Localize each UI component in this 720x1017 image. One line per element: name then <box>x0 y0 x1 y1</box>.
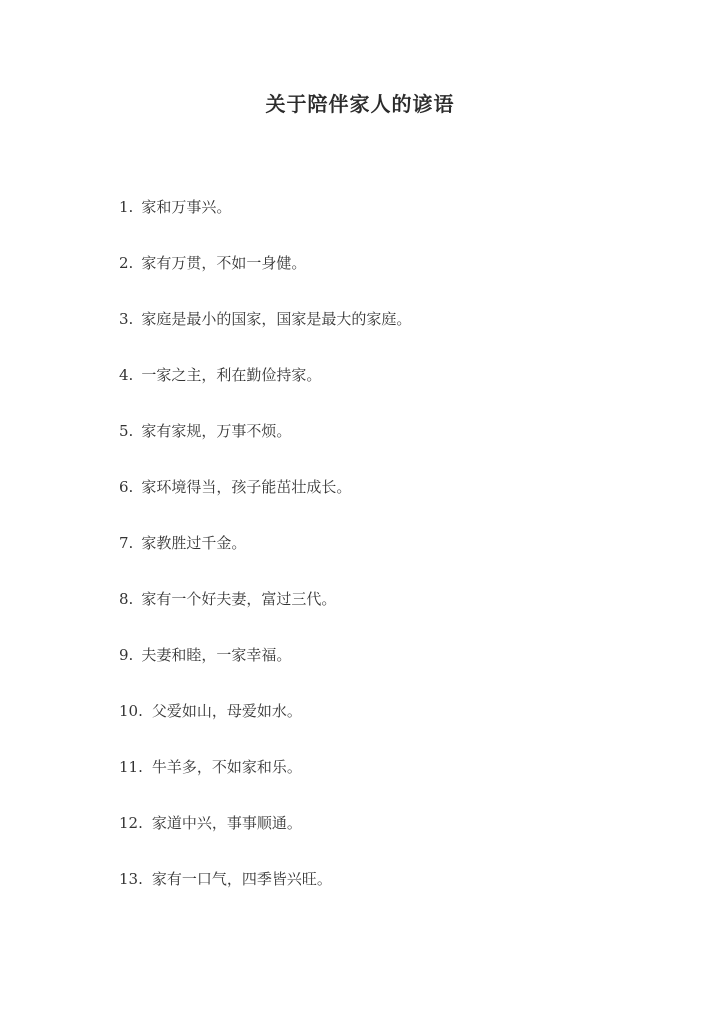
item-text: 牛羊多，不如家和乐。 <box>151 758 302 776</box>
item-text: 家环境得当，孩子能茁壮成长。 <box>141 478 352 496</box>
list-item <box>119 253 679 309</box>
list-item <box>119 309 679 365</box>
item-text: 家有一个好夫妻，富过三代。 <box>141 590 337 608</box>
page-title: 关于陪伴家人的谚语 <box>265 92 455 116</box>
item-number: 7. <box>119 534 134 552</box>
list-item <box>119 813 679 869</box>
item-number: 2. <box>119 254 134 272</box>
list-item <box>119 421 679 477</box>
item-text: 父爱如山，母爱如水。 <box>151 702 302 720</box>
list-item <box>119 197 679 253</box>
item-text: 家有家规，万事不烦。 <box>141 422 292 440</box>
item-text: 家道中兴，事事顺通。 <box>151 814 302 832</box>
item-text: 家和万事兴。 <box>141 198 232 216</box>
item-number: 4. <box>119 366 134 384</box>
proverb-list <box>119 197 679 925</box>
item-number: 6. <box>119 478 134 496</box>
item-number: 10. <box>119 702 143 720</box>
item-text: 夫妻和睦，一家幸福。 <box>141 646 292 664</box>
list-item <box>119 477 679 533</box>
item-number: 5. <box>119 422 134 440</box>
item-number: 13. <box>119 870 143 888</box>
list-item <box>119 701 679 757</box>
item-number: 11. <box>119 758 143 776</box>
list-item <box>119 589 679 645</box>
item-text: 家教胜过千金。 <box>141 534 247 552</box>
item-text: 家有一口气，四季皆兴旺。 <box>151 870 332 888</box>
item-number: 12. <box>119 814 143 832</box>
item-number: 9. <box>119 646 134 664</box>
list-item <box>119 365 679 421</box>
item-number: 1. <box>119 198 134 216</box>
list-item <box>119 533 679 589</box>
item-text: 家庭是最小的国家，国家是最大的家庭。 <box>141 310 412 328</box>
item-text: 一家之主，利在勤俭持家。 <box>141 366 322 384</box>
item-number: 8. <box>119 590 134 608</box>
item-number: 3. <box>119 310 134 328</box>
item-text: 家有万贯，不如一身健。 <box>141 254 307 272</box>
list-item <box>119 645 679 701</box>
list-item <box>119 869 679 925</box>
list-item <box>119 757 679 813</box>
